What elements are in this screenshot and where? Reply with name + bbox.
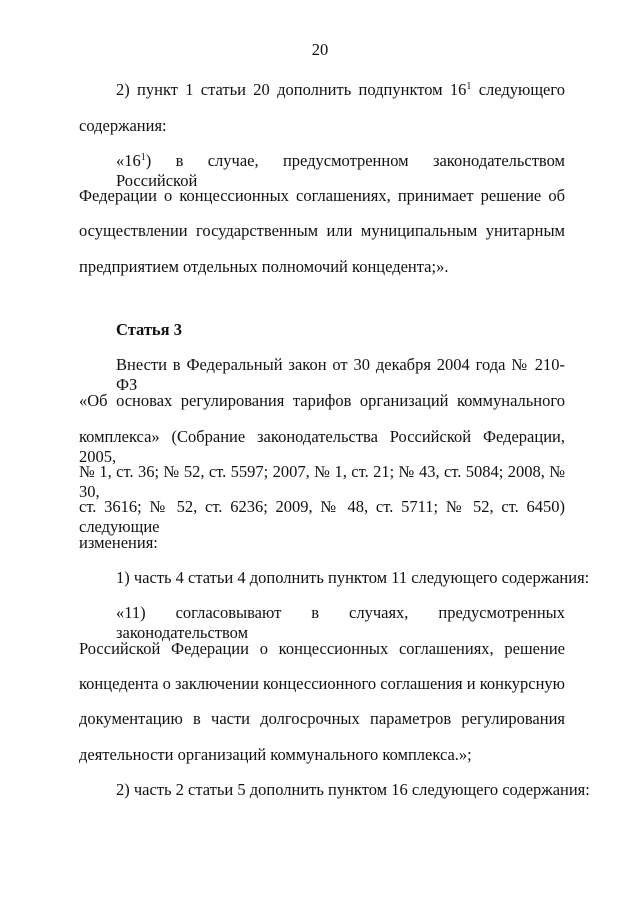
paragraph-line: концедента о заключении концессионного соглашения и конкурсную xyxy=(79,674,565,693)
paragraph-line: предприятием отдельных полномочий концедента;». xyxy=(79,257,449,276)
text: ) в случае, предусмотренном законодательством Российской xyxy=(116,151,565,190)
superscript: 1 xyxy=(140,152,146,163)
paragraph-line: Федерации о концессионных соглашениях, принимает решение об xyxy=(79,186,565,205)
paragraph-line: комплекса» (Собрание законодательства Российской Федерации, 2005, xyxy=(79,427,565,466)
paragraph-line: 1) часть 4 статьи 4 дополнить пунктом 11 следующего содержания: xyxy=(116,568,590,587)
paragraph-line: «Об основах регулирования тарифов организаций коммунального xyxy=(79,391,565,410)
text: следующего xyxy=(471,80,565,99)
paragraph-line xyxy=(116,80,565,100)
paragraph-line: Внести в Федеральный закон от 30 декабря 2004 года № 210-ФЗ xyxy=(116,355,565,394)
paragraph-line: 2) часть 2 статьи 5 дополнить пунктом 16 следующего содержания: xyxy=(116,780,590,799)
paragraph-line xyxy=(116,151,565,191)
paragraph-line: Российской Федерации о концессионных соглашениях, решение xyxy=(79,639,565,658)
paragraph-line: изменения: xyxy=(79,533,158,552)
paragraph-line: содержания: xyxy=(79,116,167,135)
text: 2) пункт 1 статьи 20 дополнить подпунктом 16 xyxy=(116,80,467,99)
article-heading: Статья 3 xyxy=(116,320,182,339)
paragraph-line: деятельности организаций коммунального комплекса.»; xyxy=(79,745,472,764)
text: «16 xyxy=(116,151,141,170)
page-number: 20 xyxy=(311,40,329,59)
paragraph-line: № 1, ст. 36; № 52, ст. 5597; 2007, № 1, ст. 21; № 43, ст. 5084; 2008, № 30, xyxy=(79,462,565,501)
paragraph-line: осуществлении государственным или муниципальным унитарным xyxy=(79,221,565,240)
paragraph-line: «11) согласовывают в случаях, предусмотренных законодательством xyxy=(116,603,565,642)
superscript: 1 xyxy=(466,81,472,92)
paragraph-line: ст. 3616; № 52, ст. 6236; 2009, № 48, ст. 5711; № 52, ст. 6450) следующие xyxy=(79,497,565,536)
paragraph-line: документацию в части долгосрочных параметров регулирования xyxy=(79,709,565,728)
